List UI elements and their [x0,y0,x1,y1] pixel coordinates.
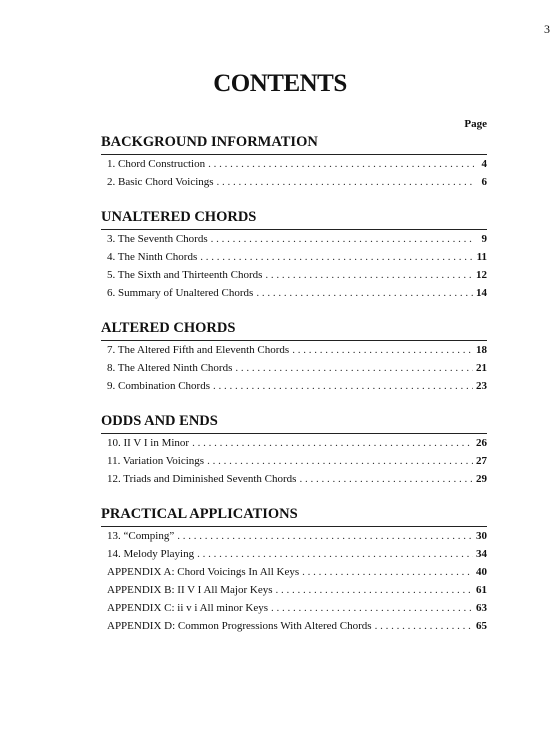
entry-label: APPENDIX A: Chord Voicings In All Keys [107,566,300,578]
toc-section-odds [101,413,487,488]
toc-entry[interactable] [101,470,487,488]
dot-leader [217,173,474,191]
dot-leader [256,284,473,302]
dot-leader [276,581,473,599]
toc-section-background [101,134,487,191]
section-title: UNALTERED CHORDS [101,209,487,230]
section-title: ALTERED CHORDS [101,320,487,341]
toc-entry[interactable] [101,617,487,635]
dot-leader [208,155,474,173]
toc-entry[interactable] [101,230,487,248]
dot-leader [235,359,473,377]
toc-entry[interactable] [101,284,487,302]
dot-leader [197,545,473,563]
dot-leader [265,266,473,284]
entry-page: 6 [481,176,487,188]
dot-leader [211,230,474,248]
entry-label: 13. “Comping” [107,530,175,542]
toc-section-practical [101,506,487,635]
entry-page: 4 [481,158,487,170]
dot-leader [375,617,473,635]
entry-label: 14. Melody Playing [107,548,195,560]
entry-label: 4. The Ninth Chords [107,251,198,263]
dot-leader [299,470,473,488]
toc-section-unaltered [101,209,487,302]
entry-label: 11. Variation Voicings [107,455,205,467]
toc-entry[interactable] [101,341,487,359]
toc-entry[interactable] [101,581,487,599]
section-title: BACKGROUND INFORMATION [101,134,487,155]
toc-entry[interactable] [101,545,487,563]
entry-page: 18 [476,344,487,356]
toc-entry[interactable] [101,377,487,395]
entry-page: 29 [476,473,487,485]
toc-entry[interactable] [101,452,487,470]
entry-page: 26 [476,437,487,449]
entry-page: 40 [476,566,487,578]
entry-label: APPENDIX C: ii v i All minor Keys [107,602,269,614]
entry-label: APPENDIX D: Common Progressions With Altered Chords [107,620,372,632]
dot-leader [192,434,473,452]
page-number: 3 [544,22,550,36]
entry-page: 23 [476,380,487,392]
entry-page: 65 [476,620,487,632]
dot-leader [207,452,473,470]
dot-leader [200,248,473,266]
page-column-label: Page [464,118,487,130]
entry-label: 12. Triads and Diminished Seventh Chords [107,473,297,485]
dot-leader [177,527,473,545]
toc-entry[interactable] [101,248,487,266]
table-of-contents [101,134,487,653]
entry-page: 27 [476,455,487,467]
entry-page: 63 [476,602,487,614]
entry-label: 1. Chord Construction [107,158,206,170]
entry-page: 61 [476,584,487,596]
entry-label: 8. The Altered Ninth Chords [107,362,233,374]
entry-page: 12 [476,269,487,281]
entry-page: 34 [476,548,487,560]
contents-title: CONTENTS [213,70,347,97]
toc-entry[interactable] [101,359,487,377]
dot-leader [271,599,473,617]
toc-entry[interactable] [101,563,487,581]
entry-label: 5. The Sixth and Thirteenth Chords [107,269,263,281]
toc-entry[interactable] [101,527,487,545]
dot-leader [302,563,473,581]
entry-label: 3. The Seventh Chords [107,233,208,245]
entry-label: 9. Combination Chords [107,380,210,392]
entry-page: 9 [481,233,487,245]
section-title: PRACTICAL APPLICATIONS [101,506,487,527]
toc-entry[interactable] [101,266,487,284]
entry-page: 21 [476,362,487,374]
entry-page: 11 [476,251,487,263]
entry-page: 30 [476,530,487,542]
entry-label: APPENDIX B: II V I All Major Keys [107,584,273,596]
section-title: ODDS AND ENDS [101,413,487,434]
entry-label: 6. Summary of Unaltered Chords [107,287,254,299]
entry-page: 14 [476,287,487,299]
toc-section-altered [101,320,487,395]
toc-entry[interactable] [101,173,487,191]
toc-entry[interactable] [101,434,487,452]
toc-entry[interactable] [101,599,487,617]
entry-label: 10. II V I in Minor [107,437,190,449]
entry-label: 2. Basic Chord Voicings [107,176,214,188]
toc-entry[interactable] [101,155,487,173]
entry-label: 7. The Altered Fifth and Eleventh Chords [107,344,290,356]
dot-leader [292,341,473,359]
dot-leader [213,377,473,395]
